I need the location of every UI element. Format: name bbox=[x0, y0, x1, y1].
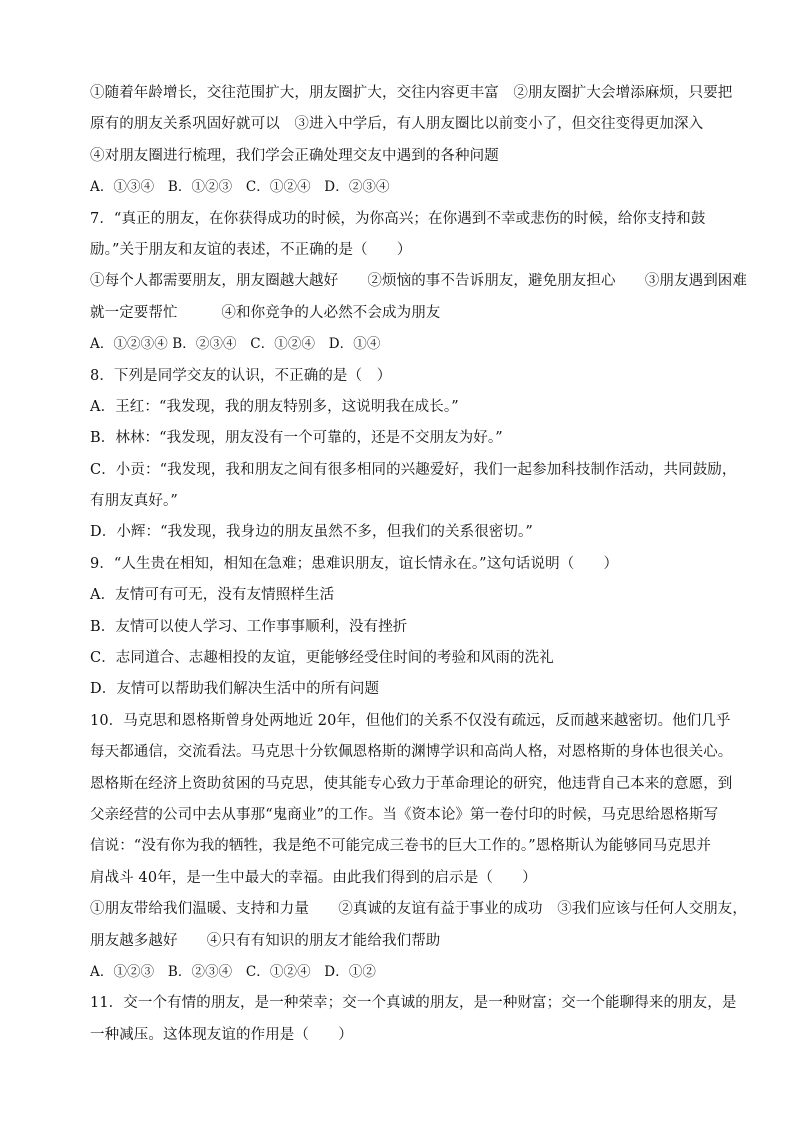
question-10-line-1: 10．马克思和恩格斯曾身处两地近 20年，但他们的关系不仅没有疏远，反而越来越密切。他们几乎 bbox=[90, 712, 731, 729]
text-line-2: 原有的朋友关系巩固好就可以 ③进入中学后，有人朋友圈比以前变小了，但交往变得更加深入 bbox=[90, 116, 704, 133]
question-9-option-d: D．友情可以帮助我们解决生活中的所有问题 bbox=[90, 681, 380, 698]
question-9-option-b: B．友情可以使人学习、工作事事顺利，没有挫折 bbox=[90, 618, 408, 635]
question-10-line-6: 肩战斗 40年，是一生中最大的幸福。由此我们得到的启示是（ ） bbox=[90, 869, 537, 886]
question-10-statements-1: ①朋友带给我们温暖、支持和力量 ②真诚的友谊有益于事业的成功 ③我们应该与任何人交朋友， bbox=[90, 901, 747, 918]
question-9-stem: 9．“人生贵在相知，相知在急难；患难识朋友，谊长情永在。”这句话说明（ ） bbox=[90, 555, 619, 572]
question-10-line-5: 信说：“没有你为我的牺牲，我是绝不可能完成三卷书的巨大工作的。”恩格斯认为能够同马克思并 bbox=[90, 838, 711, 855]
question-7-statements-1: ①每个人都需要朋友，朋友圈越大越好 ②烦恼的事不告诉朋友，避免朋友担心 ③朋友遇到困难 bbox=[90, 273, 747, 290]
question-8-option-c-2: 有朋友真好。” bbox=[90, 493, 178, 510]
question-9-option-c: C．志同道合、志趣相投的友谊，更能够经受住时间的考验和风雨的洗礼 bbox=[90, 650, 554, 667]
question-8-option-a: A．王红：“我发现，我的朋友特别多，这说明我在成长。” bbox=[90, 398, 459, 415]
question-8-option-c-1: C．小贡：“我发现，我和朋友之间有很多相同的兴趣爱好，我们一起参加科技制作活动，共同鼓励， bbox=[90, 461, 737, 478]
text-line-1: ①随着年龄增长，交往范围扩大，朋友圈扩大，交往内容更丰富 ②朋友圈扩大会增添麻烦，只要把 bbox=[90, 85, 733, 101]
question-10-line-3: 恩格斯在经济上资助贫困的马克思，使其能专心致力于革命理论的研究，他违背自己本来的意愿，到 bbox=[90, 775, 733, 792]
question-9-option-a: A．友情可有可无，没有友情照样生活 bbox=[90, 587, 335, 604]
text-line-3: ④对朋友圈进行梳理，我们学会正确处理交友中遇到的各种问题 bbox=[90, 147, 499, 164]
question-8-stem: 8．下列是同学交友的认识，不正确的是（ ） bbox=[90, 367, 392, 384]
question-11-line-1: 11．交一个有情的朋友，是一种荣幸；交一个真诚的朋友，是一种财富；交一个能聊得来的朋友，是 bbox=[90, 995, 737, 1012]
question-10-statements-2: 朋友越多越好 ④只有有知识的朋友才能给我们帮助 bbox=[90, 932, 441, 949]
question-11-line-2: 一种减压。这体现友谊的作用是（ ） bbox=[90, 1026, 353, 1043]
question-7-statements-2: 就一定要帮忙 ④和你竞争的人必然不会成为朋友 bbox=[90, 304, 441, 321]
question-7-line-2: 励。”关于朋友和友谊的表述，不正确的是（ ） bbox=[90, 241, 412, 258]
answer-options-q7: A．①②③④ B．②③④ C．①②④ D．①④ bbox=[90, 336, 381, 353]
document-page bbox=[90, 78, 747, 1051]
question-7-line-1: 7．“真正的朋友，在你获得成功的时候，为你高兴；在你遇到不幸或悲伤的时候，给你支持和鼓 bbox=[90, 210, 706, 227]
question-8-option-d: D．小辉：“我发现，我身边的朋友虽然不多，但我们的关系很密切。” bbox=[90, 524, 533, 541]
answer-options-q10: A．①②③ B．②③④ C．①②④ D．①② bbox=[90, 963, 377, 980]
question-10-line-2: 每天都通信，交流看法。马克思十分钦佩恩格斯的渊博学识和高尚人格，对恩格斯的身体也很关心。 bbox=[90, 744, 733, 761]
question-10-line-4: 父亲经营的公司中去从事那“鬼商业”的工作。当《资本论》第一卷付印的时候，马克思给恩格斯写 bbox=[90, 806, 719, 823]
question-8-option-b: B．林林：“我发现，朋友没有一个可靠的，还是不交朋友为好。” bbox=[90, 430, 503, 447]
answer-options-q6: A．①③④ B．①②③ C．①②④ D．②③④ bbox=[90, 179, 390, 196]
